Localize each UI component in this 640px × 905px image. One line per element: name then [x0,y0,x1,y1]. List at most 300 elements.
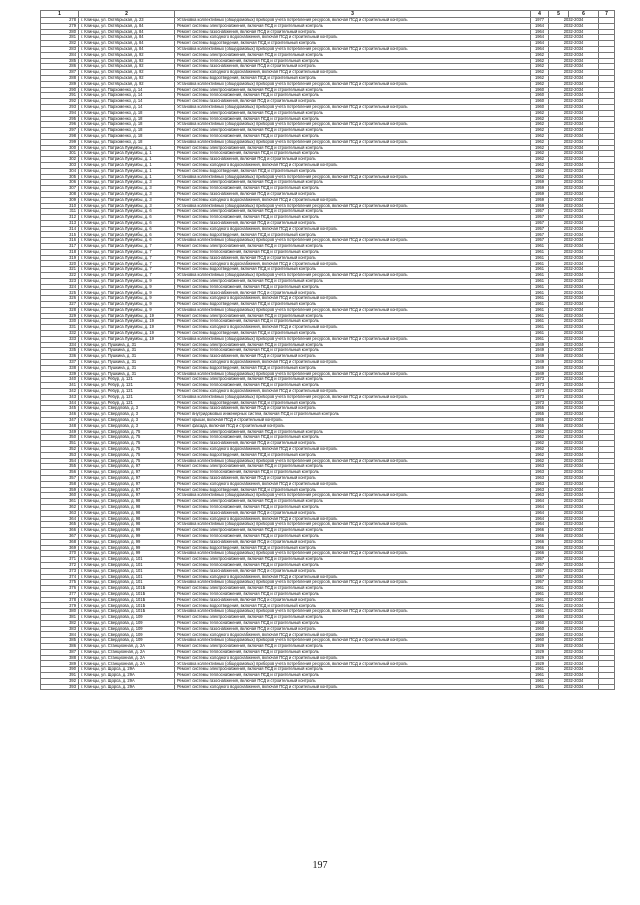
row-number-cell: 294 [41,110,79,116]
row-number-cell: 322 [41,273,79,279]
address-cell: г. Клинцы, ул. Станционная, д. 2А [79,644,175,650]
work-type-cell: Установка коллективных (общедомовых) приборов учета потребления ресурсов, включая ПСД и строительный контроль [175,394,531,400]
period-cell: 2032-2034 [549,41,599,47]
work-type-cell: Установка коллективных (общедомовых) приборов учета потребления ресурсов, включая ПСД и строительный контроль [175,238,531,244]
work-type-cell: Ремонт системы водоотведения, включая ПСД и строительный контроль [175,41,531,47]
address-cell: г. Клинцы, ул. Свердлова, д. 97 [79,493,175,499]
build-year-cell: 1961 [531,591,549,597]
build-year-cell: 1961 [531,255,549,261]
period-cell: 2032-2034 [549,273,599,279]
period-cell: 2032-2034 [549,220,599,226]
period-cell: 2032-2034 [549,551,599,557]
header-cell: 5 [549,11,569,18]
build-year-cell: 1961 [531,684,549,690]
address-cell: г. Клинцы, ул. Ребур, д. 121 [79,400,175,406]
address-cell: г. Клинцы, ул. Свердлова, д. 99 [79,545,175,551]
period-cell: 2032-2034 [549,365,599,371]
work-type-cell: Ремонт внутридомовых инженерных систем, включая ПСД и строительный контроль [175,412,531,418]
address-cell: г. Клинцы, ул. Патриса Лумумбы, д. 1 [79,151,175,157]
build-year-cell: 1955 [531,412,549,418]
work-type-cell: Установка коллективных (общедомовых) приборов учета потребления ресурсов, включая ПСД и строительный контроль [175,273,531,279]
address-cell: г. Клинцы, ул. Патриса Лумумбы, д. 9 [79,290,175,296]
build-year-cell: 1961 [531,244,549,250]
address-cell: г. Клинцы, ул. Пархоменко, д. 14 [79,87,175,93]
build-year-cell: 1961 [531,290,549,296]
period-cell: 2032-2034 [549,661,599,667]
build-year-cell: 1962 [531,157,549,163]
work-type-cell: Ремонт системы теплоснабжения, включая ПСД и строительный контроль [175,133,531,139]
period-cell: 2032-2034 [549,296,599,302]
address-cell: г. Клинцы, ул. Патриса Лумумбы, д. 7 [79,244,175,250]
row-number-cell: 348 [41,423,79,429]
period-cell: 2032-2034 [549,162,599,168]
work-type-cell: Ремонт системы газоснабжения, включая ПСД и строительный контроль [175,290,531,296]
build-year-cell: 1964 [531,516,549,522]
work-type-cell: Ремонт системы электроснабжения, включая ПСД и строительный контроль [175,23,531,29]
period-cell: 2032-2034 [549,313,599,319]
row-number-cell: 285 [41,58,79,64]
row-number-cell: 324 [41,284,79,290]
row-number-cell: 321 [41,267,79,273]
address-cell: г. Клинцы, ул. Пушкина, д. 31 [79,342,175,348]
work-type-cell: Установка коллективных (общедомовых) приборов учета потребления ресурсов, включая ПСД и строительный контроль [175,522,531,528]
build-year-cell: 1929 [531,644,549,650]
work-type-cell: Ремонт системы электроснабжения, включая ПСД и строительный контроль [175,52,531,58]
row-number-cell: 381 [41,615,79,621]
work-type-cell: Ремонт системы электроснабжения, включая ПСД и строительный контроль [175,667,531,673]
address-cell: г. Клинцы, ул. Пушкина, д. 31 [79,348,175,354]
row-number-cell: 340 [41,377,79,383]
period-cell: 2032-2034 [549,151,599,157]
build-year-cell: 1929 [531,661,549,667]
work-type-cell: Ремонт системы электроснабжения, включая ПСД и строительный контроль [175,586,531,592]
row-number-cell: 392 [41,678,79,684]
address-cell: г. Клинцы, ул. Щорса, д. 29А [79,684,175,690]
address-cell: г. Клинцы, ул. Патриса Лумумбы, д. 1 [79,145,175,151]
header-cell: 1 [41,11,79,18]
address-cell: г. Клинцы, ул. Свердлова, д. 101 [79,562,175,568]
period-cell: 2032-2034 [549,516,599,522]
row-number-cell: 366 [41,528,79,534]
address-cell: г. Клинцы, ул. Свердлова, д. 75 [79,458,175,464]
work-type-cell: Ремонт системы холодного водоснабжения, включая ПСД и строительный контроль [175,389,531,395]
period-cell: 2032-2034 [549,562,599,568]
work-type-cell: Ремонт системы холодного водоснабжения, включая ПСД и строительный контроль [175,226,531,232]
build-year-cell: 1949 [531,348,549,354]
period-cell: 2032-2034 [549,23,599,29]
row-number-cell: 333 [41,336,79,342]
period-cell: 2032-2034 [549,87,599,93]
address-cell: г. Клинцы, ул. Октябрьская, д. 92 [79,52,175,58]
address-cell: г. Клинцы, ул. Патриса Лумумбы, д. 9 [79,278,175,284]
period-cell: 2032-2034 [549,226,599,232]
period-cell: 2032-2034 [549,278,599,284]
row-number-cell: 383 [41,626,79,632]
build-year-cell: 1957 [531,238,549,244]
build-year-cell: 1962 [531,139,549,145]
period-cell: 2032-2034 [549,70,599,76]
build-year-cell: 1961 [531,319,549,325]
row-number-cell: 393 [41,684,79,690]
build-year-cell: 1961 [531,278,549,284]
row-number-cell: 362 [41,504,79,510]
period-cell: 2032-2034 [549,325,599,331]
build-year-cell: 1957 [531,220,549,226]
period-cell: 2032-2034 [549,180,599,186]
period-cell: 2032-2034 [549,110,599,116]
row-number-cell: 284 [41,52,79,58]
row-number-cell: 339 [41,371,79,377]
row-number-cell: 281 [41,35,79,41]
address-cell: г. Клинцы, ул. Октябрьская, д. 92 [79,70,175,76]
build-year-cell: 1955 [531,423,549,429]
work-type-cell: Ремонт системы электроснабжения, включая ПСД и строительный контроль [175,342,531,348]
work-type-cell: Ремонт системы водоотведения, включая ПСД и строительный контроль [175,302,531,308]
build-year-cell: 1966 [531,539,549,545]
work-type-cell: Ремонт системы холодного водоснабжения, включая ПСД и строительный контроль [175,296,531,302]
build-year-cell: 1960 [531,87,549,93]
work-type-cell: Ремонт системы газоснабжения, включая ПСД и строительный контроль [175,539,531,545]
work-type-cell: Ремонт фасада, включая ПСД и строительный контроль [175,423,531,429]
row-number-cell: 352 [41,446,79,452]
row-number-cell: 384 [41,632,79,638]
row-number-cell: 293 [41,104,79,110]
address-cell: г. Клинцы, ул. Свердлова, д. 98 [79,516,175,522]
work-type-cell: Ремонт системы электроснабжения, включая ПСД и строительный контроль [175,244,531,250]
build-year-cell: 1962 [531,122,549,128]
build-year-cell: 1963 [531,470,549,476]
row-number-cell: 306 [41,180,79,186]
address-cell: г. Клинцы, ул. Пушкина, д. 31 [79,365,175,371]
address-cell: г. Клинцы, ул. Патриса Лумумбы, д. 6 [79,238,175,244]
row-number-cell: 345 [41,406,79,412]
build-year-cell: 1959 [531,186,549,192]
period-cell: 2032-2034 [549,336,599,342]
row-number-cell: 336 [41,354,79,360]
period-cell: 2032-2034 [549,307,599,313]
row-number-cell: 380 [41,609,79,615]
period-cell: 2032-2034 [549,377,599,383]
row-number-cell: 357 [41,475,79,481]
work-type-cell: Ремонт системы электроснабжения, включая ПСД и строительный контроль [175,209,531,215]
row-number-cell: 287 [41,70,79,76]
address-cell: г. Клинцы, ул. Щорса, д. 29А [79,678,175,684]
address-cell: г. Клинцы, ул. Свердлова, д. 75 [79,446,175,452]
build-year-cell: 1961 [531,586,549,592]
row-number-cell: 311 [41,209,79,215]
period-cell: 2032-2034 [549,545,599,551]
row-number-cell: 356 [41,470,79,476]
build-year-cell: 1964 [531,41,549,47]
address-cell: г. Клинцы, ул. Свердлова, д. 3 [79,423,175,429]
address-cell: г. Клинцы, ул. Свердлова, д. 3 [79,406,175,412]
row-number-cell: 368 [41,539,79,545]
row-number-cell: 386 [41,644,79,650]
build-year-cell: 1962 [531,81,549,87]
build-year-cell: 1961 [531,284,549,290]
header-cell: 7 [599,11,615,18]
row-number-cell: 283 [41,46,79,52]
address-cell: г. Клинцы, ул. Пархоменко, д. 18 [79,110,175,116]
period-cell: 2032-2034 [549,139,599,145]
row-number-cell: 292 [41,99,79,105]
period-cell: 2032-2034 [549,464,599,470]
period-cell: 2032-2034 [549,394,599,400]
row-number-cell: 365 [41,522,79,528]
period-cell: 2032-2034 [549,191,599,197]
period-cell: 2032-2034 [549,383,599,389]
work-type-cell: Ремонт системы газоснабжения, включая ПСД и строительный контроль [175,626,531,632]
address-cell: г. Клинцы, ул. Щорса, д. 29А [79,673,175,679]
build-year-cell: 1957 [531,226,549,232]
row-number-cell: 291 [41,93,79,99]
build-year-cell: 1963 [531,481,549,487]
period-cell: 2032-2034 [549,331,599,337]
address-cell: г. Клинцы, ул. Свердлова, д. 101 [79,574,175,580]
build-year-cell: 1966 [531,533,549,539]
work-type-cell: Ремонт системы холодного водоснабжения, включая ПСД и строительный контроль [175,261,531,267]
address-cell: г. Клинцы, ул. Патриса Лумумбы, д. 19 [79,313,175,319]
address-cell: г. Клинцы, ул. Патриса Лумумбы, д. 1 [79,174,175,180]
period-cell: 2032-2034 [549,533,599,539]
build-year-cell: 1960 [531,620,549,626]
period-cell: 2032-2034 [549,557,599,563]
period-cell: 2032-2034 [549,475,599,481]
period-cell: 2032-2034 [549,389,599,395]
period-cell: 2032-2034 [549,615,599,621]
work-type-cell: Ремонт системы газоснабжения, включая ПСД и строительный контроль [175,191,531,197]
work-type-cell: Установка коллективных (общедомовых) приборов учета потребления ресурсов, включая ПСД и строительный контроль [175,493,531,499]
address-cell: г. Клинцы, ул. Патриса Лумумбы, д. 7 [79,255,175,261]
row-number-cell: 316 [41,238,79,244]
period-cell: 2032-2034 [549,638,599,644]
work-type-cell: Ремонт системы электроснабжения, включая ПСД и строительный контроль [175,180,531,186]
address-cell: г. Клинцы, ул. Свердлова, д. 99 [79,539,175,545]
build-year-cell: 1962 [531,458,549,464]
build-year-cell: 1960 [531,615,549,621]
header-cell: 6 [569,11,599,18]
address-cell: г. Клинцы, ул. Свердлова, д. 109 [79,626,175,632]
period-cell: 2032-2034 [549,684,599,690]
address-cell: г. Клинцы, ул. Патриса Лумумбы, д. 1 [79,162,175,168]
address-cell: г. Клинцы, ул. Пархоменко, д. 18 [79,133,175,139]
work-type-cell: Ремонт системы холодного водоснабжения, включая ПСД и строительный контроль [175,197,531,203]
address-cell: г. Клинцы, ул. Свердлова, д. 75 [79,429,175,435]
build-year-cell: 1964 [531,46,549,52]
period-cell: 2032-2034 [549,499,599,505]
period-cell: 2032-2034 [549,133,599,139]
address-cell: г. Клинцы, ул. Пархоменко, д. 18 [79,122,175,128]
work-type-cell: Ремонт системы теплоснабжения, включая ПСД и строительный контроль [175,533,531,539]
row-number-cell: 297 [41,128,79,134]
work-type-cell: Установка коллективных (общедомовых) приборов учета потребления ресурсов, включая ПСД и строительный контроль [175,46,531,52]
row-number-cell: 309 [41,197,79,203]
build-year-cell: 1962 [531,446,549,452]
row-number-cell: 387 [41,649,79,655]
address-cell: г. Клинцы, ул. Октябрьская, д. 84 [79,41,175,47]
work-type-cell: Ремонт системы теплоснабжения, включая ПСД и строительный контроль [175,319,531,325]
period-cell: 2032-2034 [549,290,599,296]
row-number-cell: 390 [41,667,79,673]
build-year-cell: 1961 [531,267,549,273]
address-cell: г. Клинцы, ул. Свердлова, д. 98 [79,522,175,528]
row-number-cell: 300 [41,145,79,151]
period-cell: 2032-2034 [549,580,599,586]
period-cell: 2032-2034 [549,35,599,41]
work-type-cell: Ремонт системы холодного водоснабжения, включая ПСД и строительный контроль [175,632,531,638]
address-cell: г. Клинцы, ул. Пархоменко, д. 14 [79,99,175,105]
address-cell: г. Клинцы, ул. Патриса Лумумбы, д. 6 [79,232,175,238]
address-cell: г. Клинцы, ул. Патриса Лумумбы, д. 9 [79,302,175,308]
build-year-cell: 1962 [531,64,549,70]
work-type-cell: Установка коллективных (общедомовых) приборов учета потребления ресурсов, включая ПСД и строительный контроль [175,458,531,464]
build-year-cell: 1961 [531,331,549,337]
work-type-cell: Ремонт системы газоснабжения, включая ПСД и строительный контроль [175,29,531,35]
period-cell: 2032-2034 [549,528,599,534]
row-number-cell: 372 [41,562,79,568]
build-year-cell: 1977 [531,18,549,24]
work-type-cell: Ремонт системы теплоснабжения, включая ПСД и строительный контроль [175,116,531,122]
build-year-cell: 1961 [531,249,549,255]
work-type-cell: Ремонт системы теплоснабжения, включая ПСД и строительный контроль [175,383,531,389]
build-year-cell: 1962 [531,162,549,168]
work-type-cell: Ремонт системы электроснабжения, включая ПСД и строительный контроль [175,128,531,134]
period-cell: 2032-2034 [549,122,599,128]
build-year-cell: 1960 [531,99,549,105]
page-number: 197 [312,860,328,871]
period-cell: 2032-2034 [549,510,599,516]
row-number-cell: 304 [41,168,79,174]
row-number-cell: 299 [41,139,79,145]
address-cell: г. Клинцы, ул. Свердлова, д. 98 [79,504,175,510]
period-cell: 2032-2034 [549,400,599,406]
work-type-cell: Ремонт системы холодного водоснабжения, включая ПСД и строительный контроль [175,574,531,580]
build-year-cell: 1955 [531,406,549,412]
empty-cell [599,684,615,690]
period-cell: 2032-2034 [549,609,599,615]
row-number-cell: 302 [41,157,79,163]
build-year-cell: 1962 [531,435,549,441]
period-cell: 2032-2034 [549,209,599,215]
work-type-cell: Ремонт системы электроснабжения, включая ПСД и строительный контроль [175,615,531,621]
row-number-cell: 360 [41,493,79,499]
row-number-cell: 351 [41,441,79,447]
row-number-cell: 364 [41,516,79,522]
period-cell: 2032-2034 [549,238,599,244]
work-type-cell: Ремонт системы электроснабжения, включая ПСД и строительный контроль [175,499,531,505]
address-cell: г. Клинцы, ул. Свердлова, д. 99 [79,533,175,539]
build-year-cell: 1957 [531,562,549,568]
row-number-cell: 289 [41,81,79,87]
row-number-cell: 330 [41,319,79,325]
address-cell: г. Клинцы, ул. Патриса Лумумбы, д. 7 [79,249,175,255]
build-year-cell: 1962 [531,441,549,447]
build-year-cell: 1960 [531,93,549,99]
period-cell: 2032-2034 [549,116,599,122]
address-cell: г. Клинцы, ул. Патриса Лумумбы, д. 6 [79,215,175,221]
row-number-cell: 310 [41,203,79,209]
build-year-cell: 1961 [531,673,549,679]
period-cell: 2032-2034 [549,667,599,673]
work-type-cell: Ремонт системы водоотведения, включая ПСД и строительный контроль [175,75,531,81]
build-year-cell: 1964 [531,29,549,35]
build-year-cell: 1960 [531,638,549,644]
address-cell: г. Клинцы, ул. Станционная, д. 2А [79,649,175,655]
address-cell: г. Клинцы, ул. Станционная, д. 2А [79,655,175,661]
address-cell: г. Клинцы, ул. Пархоменко, д. 14 [79,93,175,99]
address-cell: г. Клинцы, ул. Октябрьская, д. 23 [79,18,175,24]
row-number-cell: 313 [41,220,79,226]
work-type-cell: Ремонт системы теплоснабжения, включая ПСД и строительный контроль [175,215,531,221]
address-cell: г. Клинцы, ул. Свердлова, д. 97 [79,464,175,470]
build-year-cell: 1962 [531,429,549,435]
work-type-cell: Ремонт системы электроснабжения, включая ПСД и строительный контроль [175,313,531,319]
period-cell: 2032-2034 [549,586,599,592]
row-number-cell: 354 [41,458,79,464]
work-type-cell: Установка коллективных (общедомовых) приборов учета потребления ресурсов, включая ПСД и строительный контроль [175,203,531,209]
period-cell: 2032-2034 [549,591,599,597]
build-year-cell: 1960 [531,626,549,632]
row-number-cell: 361 [41,499,79,505]
address-cell: г. Клинцы, ул. Октябрьская, д. 84 [79,29,175,35]
build-year-cell: 1960 [531,104,549,110]
build-year-cell: 1961 [531,609,549,615]
period-cell: 2032-2034 [549,446,599,452]
address-cell: г. Клинцы, ул. Свердлова, д. 101Б [79,597,175,603]
period-cell: 2032-2034 [549,157,599,163]
period-cell: 2032-2034 [549,487,599,493]
build-year-cell: 1949 [531,360,549,366]
address-cell: г. Клинцы, ул. Свердлова, д. 99 [79,551,175,557]
period-cell: 2032-2034 [549,649,599,655]
row-number-cell: 382 [41,620,79,626]
row-number-cell: 327 [41,302,79,308]
row-number-cell: 355 [41,464,79,470]
address-cell: г. Клинцы, ул. Свердлова, д. 101Б [79,591,175,597]
capital-repair-table [40,10,615,690]
row-number-cell: 353 [41,452,79,458]
period-cell: 2032-2034 [549,186,599,192]
work-type-cell: Ремонт системы электроснабжения, включая ПСД и строительный контроль [175,110,531,116]
period-cell: 2032-2034 [549,481,599,487]
table-header-row [41,11,615,18]
build-year-cell: 1961 [531,296,549,302]
build-year-cell: 1973 [531,394,549,400]
work-type-cell: Установка коллективных (общедомовых) приборов учета потребления ресурсов, включая ПСД и строительный контроль [175,104,531,110]
work-type-cell: Ремонт системы газоснабжения, включая ПСД и строительный контроль [175,157,531,163]
work-type-cell: Установка коллективных (общедомовых) приборов учета потребления ресурсов, включая ПСД и строительный контроль [175,81,531,87]
row-number-cell: 358 [41,481,79,487]
period-cell: 2032-2034 [549,29,599,35]
work-type-cell: Установка коллективных (общедомовых) приборов учета потребления ресурсов, включая ПСД и строительный контроль [175,661,531,667]
row-number-cell: 373 [41,568,79,574]
row-number-cell: 296 [41,122,79,128]
build-year-cell: 1961 [531,336,549,342]
build-year-cell: 1957 [531,557,549,563]
work-type-cell: Ремонт системы электроснабжения, включая ПСД и строительный контроль [175,377,531,383]
row-number-cell: 282 [41,41,79,47]
address-cell: г. Клинцы, ул. Ребур, д. 121 [79,383,175,389]
period-cell: 2032-2034 [549,197,599,203]
address-cell: г. Клинцы, ул. Ребур, д. 121 [79,377,175,383]
build-year-cell: 1964 [531,499,549,505]
address-cell: г. Клинцы, ул. Свердлова, д. 97 [79,475,175,481]
build-year-cell: 1962 [531,75,549,81]
period-cell: 2032-2034 [549,52,599,58]
period-cell: 2032-2034 [549,261,599,267]
address-cell: г. Клинцы, ул. Пархоменко, д. 18 [79,116,175,122]
period-cell: 2032-2034 [549,354,599,360]
